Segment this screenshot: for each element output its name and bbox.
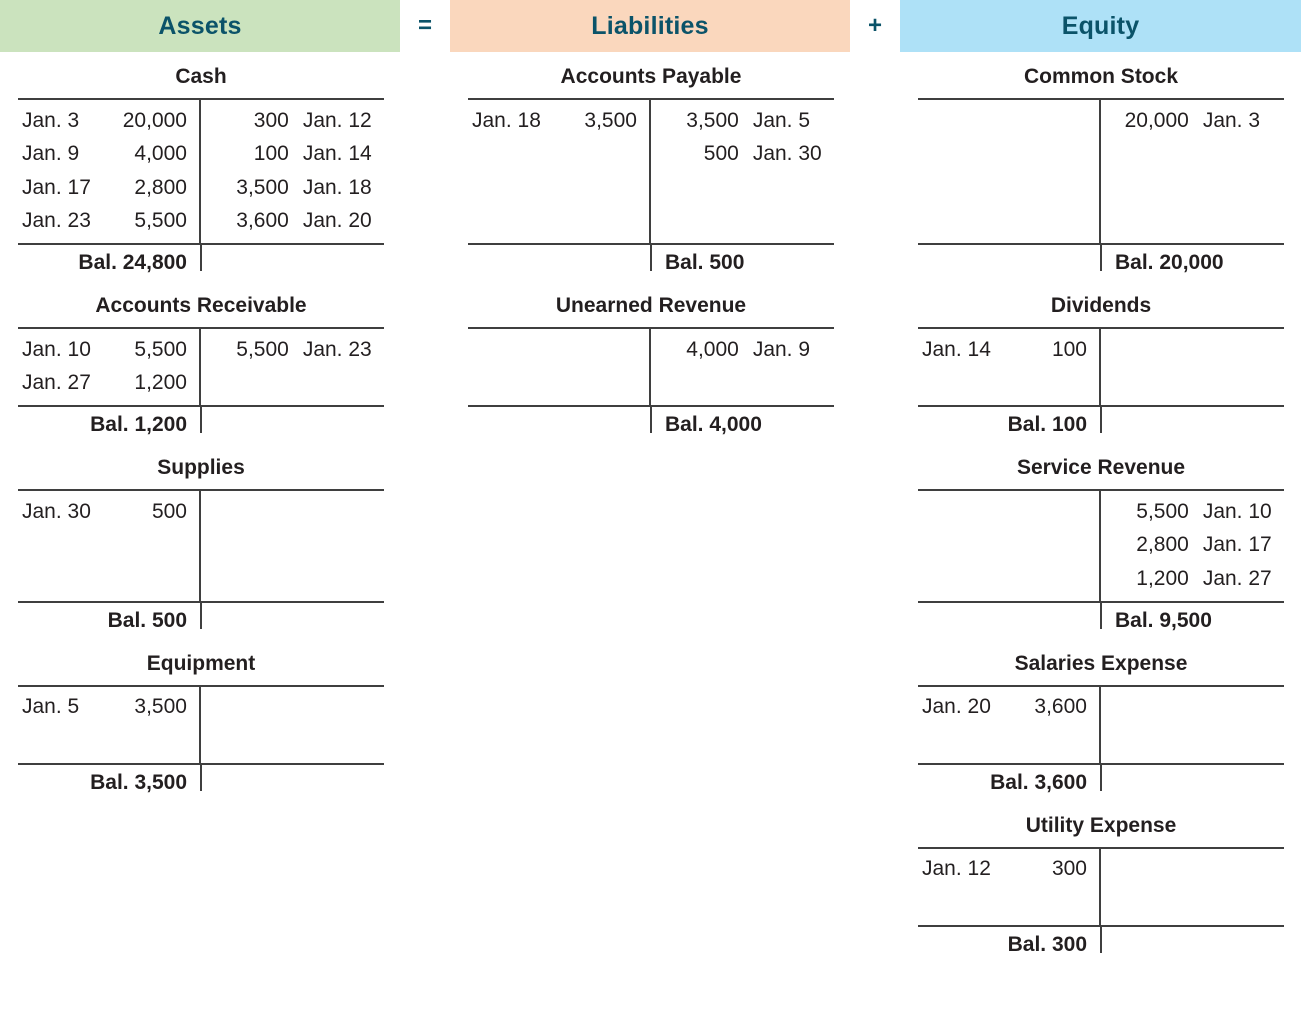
entry-amount: 4,000	[686, 337, 739, 361]
t-account-balance-row	[918, 765, 1284, 801]
t-account-box	[918, 98, 1284, 245]
t-account-balance-row	[468, 245, 834, 281]
entry-row	[1101, 529, 1284, 563]
entry-date: Jan. 5	[22, 695, 80, 719]
entry-row	[201, 333, 384, 367]
entry-date: Jan. 10	[1202, 499, 1272, 523]
header-liabilities-label: Liabilities	[591, 11, 709, 40]
credit-side	[1101, 329, 1284, 405]
entry-amount: 300	[253, 108, 289, 132]
entry-date: Jan. 17	[1202, 533, 1272, 557]
balance-debit: Bal. 3,600	[990, 770, 1087, 794]
t-account-divider-stub	[1100, 603, 1102, 629]
entry-row	[1101, 495, 1284, 529]
entry-date: Jan. 30	[752, 142, 822, 166]
t-account	[18, 281, 384, 443]
entry-row	[918, 691, 1099, 725]
t-account-balance-row	[18, 407, 384, 443]
debit-side	[18, 491, 201, 601]
entry-date: Jan. 12	[302, 108, 372, 132]
debit-side	[18, 329, 201, 405]
t-account-title: Supplies	[157, 456, 245, 479]
t-account-title: Common Stock	[1023, 65, 1178, 88]
credit-side	[1101, 687, 1284, 763]
credit-side	[201, 687, 384, 763]
entry-amount: 3,600	[1034, 695, 1087, 719]
entry-date: Jan. 20	[302, 209, 372, 233]
t-account	[18, 639, 384, 801]
column-equity	[918, 52, 1284, 963]
entry-row	[1101, 104, 1284, 138]
entry-date: Jan. 10	[22, 337, 91, 361]
entry-amount: 1,200	[1136, 566, 1189, 590]
credit-side	[1101, 491, 1284, 601]
t-account-title: Cash	[175, 65, 227, 88]
credit-side	[651, 329, 834, 405]
entry-amount: 3,500	[584, 108, 637, 132]
entry-row	[201, 138, 384, 172]
entry-amount: 5,500	[236, 337, 289, 361]
debit-side	[468, 100, 651, 243]
credit-side	[1101, 849, 1284, 925]
entry-amount: 3,500	[686, 108, 739, 132]
entry-amount: 100	[1051, 337, 1087, 361]
entry-amount: 500	[703, 142, 739, 166]
entry-amount: 5,500	[134, 209, 187, 233]
t-account-title: Salaries Expense	[1014, 651, 1188, 675]
entry-date: Jan. 3	[1202, 108, 1261, 132]
debit-side	[918, 849, 1101, 925]
balance-credit: Bal. 500	[665, 251, 745, 274]
debit-side	[918, 687, 1101, 763]
entry-amount: 1,200	[134, 371, 187, 395]
entry-row	[651, 104, 834, 138]
header-assets	[0, 0, 400, 52]
t-account-balance-row	[18, 765, 384, 801]
accounting-equation-header	[0, 0, 1301, 52]
t-account-box	[18, 489, 384, 603]
t-account-box	[918, 847, 1284, 927]
t-account-box	[18, 685, 384, 765]
header-assets-label: Assets	[158, 11, 242, 40]
entry-amount: 2,800	[1136, 533, 1189, 557]
balance-debit: Bal. 1,200	[90, 413, 187, 436]
t-account-title: Accounts Payable	[560, 65, 742, 88]
entry-amount: 300	[1051, 857, 1087, 881]
t-account-title: Dividends	[1050, 294, 1152, 317]
entry-row	[18, 691, 199, 725]
t-account	[468, 281, 834, 443]
t-account-box	[18, 98, 384, 245]
entry-row	[1101, 562, 1284, 596]
plus-operator-label: +	[867, 12, 882, 39]
header-liabilities	[450, 0, 850, 52]
t-account-divider-stub	[650, 245, 652, 271]
entry-row	[651, 333, 834, 367]
entry-row	[18, 104, 199, 138]
t-account-balance-row	[918, 603, 1284, 639]
entry-amount: 500	[151, 499, 187, 523]
header-equity-label: Equity	[1061, 11, 1140, 40]
balance-credit: Bal. 20,000	[1115, 251, 1224, 274]
entry-date: Jan. 14	[302, 142, 372, 166]
t-account-divider-stub	[1100, 765, 1102, 791]
t-account-title: Unearned Revenue	[555, 294, 747, 317]
entry-amount: 5,500	[134, 337, 187, 361]
entry-amount: 20,000	[122, 108, 187, 132]
entry-date: Jan. 20	[922, 695, 991, 719]
balance-debit: Bal. 3,500	[90, 770, 187, 794]
debit-side	[18, 687, 201, 763]
t-account-box	[18, 327, 384, 407]
t-account-divider-stub	[1100, 407, 1102, 433]
credit-side	[201, 491, 384, 601]
t-account	[918, 443, 1284, 639]
entry-date: Jan. 30	[22, 499, 91, 523]
entry-amount: 5,500	[1136, 499, 1189, 523]
t-account	[18, 443, 384, 639]
equals-operator	[400, 0, 450, 52]
entry-amount: 4,000	[134, 142, 187, 166]
entry-row	[918, 853, 1099, 887]
entry-amount: 2,800	[134, 175, 187, 199]
t-account	[918, 801, 1284, 963]
entry-date: Jan. 17	[22, 175, 91, 199]
entry-row	[18, 367, 199, 401]
entry-row	[651, 138, 834, 172]
t-account-divider-stub	[1100, 245, 1102, 271]
balance-credit: Bal. 4,000	[665, 413, 762, 436]
entry-row	[201, 171, 384, 205]
entry-date: Jan. 27	[22, 371, 91, 395]
t-account-divider-stub	[650, 407, 652, 433]
entry-date: Jan. 14	[922, 337, 991, 361]
entry-row	[918, 333, 1099, 367]
entry-amount: 3,500	[134, 695, 187, 719]
debit-side	[18, 100, 201, 243]
entry-row	[201, 104, 384, 138]
t-account	[918, 639, 1284, 801]
t-account-balance-row	[918, 407, 1284, 443]
t-account-box	[468, 98, 834, 245]
entry-amount: 100	[253, 142, 289, 166]
entry-date: Jan. 27	[1202, 566, 1272, 590]
entry-date: Jan. 9	[22, 142, 80, 166]
entry-date: Jan. 23	[22, 209, 91, 233]
header-equity	[900, 0, 1301, 52]
t-account-balance-row	[18, 603, 384, 639]
column-assets	[18, 52, 384, 801]
entry-row	[18, 171, 199, 205]
t-account-divider-stub	[200, 765, 202, 791]
t-account	[468, 52, 834, 281]
balance-debit: Bal. 100	[1007, 413, 1087, 436]
balance-debit: Bal. 300	[1007, 932, 1087, 956]
entry-date: Jan. 18	[302, 175, 372, 199]
t-account	[918, 281, 1284, 443]
entry-amount: 20,000	[1124, 108, 1189, 132]
t-account-box	[918, 685, 1284, 765]
credit-side	[651, 100, 834, 243]
debit-side	[918, 491, 1101, 601]
entry-row	[18, 205, 199, 239]
equals-operator-label: =	[417, 12, 432, 39]
t-account	[918, 52, 1284, 281]
debit-side	[468, 329, 651, 405]
entry-row	[18, 138, 199, 172]
credit-side	[1101, 100, 1284, 243]
debit-side	[918, 100, 1101, 243]
t-account-balance-row	[918, 245, 1284, 281]
plus-operator	[850, 0, 900, 52]
entry-amount: 3,600	[236, 209, 289, 233]
entry-amount: 3,500	[236, 175, 289, 199]
t-account-divider-stub	[200, 603, 202, 629]
column-liabilities	[468, 52, 834, 443]
balance-debit: Bal. 24,800	[78, 251, 187, 274]
entry-date: Jan. 12	[922, 857, 991, 881]
t-account-box	[918, 327, 1284, 407]
t-account-title: Service Revenue	[1016, 456, 1186, 479]
entry-date: Jan. 5	[752, 108, 811, 132]
t-account	[18, 52, 384, 281]
entry-date: Jan. 3	[22, 108, 80, 132]
entry-row	[18, 333, 199, 367]
entry-date: Jan. 18	[472, 108, 541, 132]
credit-side	[201, 329, 384, 405]
t-account-title: Accounts Receivable	[95, 294, 307, 317]
t-account-divider-stub	[1100, 927, 1102, 953]
balance-debit: Bal. 500	[107, 608, 187, 632]
balance-credit: Bal. 9,500	[1115, 608, 1212, 632]
t-account-box	[468, 327, 834, 407]
t-account-title: Utility Expense	[1025, 813, 1177, 837]
t-account-balance-row	[918, 927, 1284, 963]
t-account-balance-row	[18, 245, 384, 281]
t-account-box	[918, 489, 1284, 603]
entry-date: Jan. 23	[302, 337, 372, 361]
entry-row	[468, 104, 649, 138]
t-account-divider-stub	[200, 407, 202, 433]
t-account-title: Equipment	[146, 651, 256, 675]
entry-row	[201, 205, 384, 239]
entry-date: Jan. 9	[752, 337, 811, 361]
t-account-balance-row	[468, 407, 834, 443]
credit-side	[201, 100, 384, 243]
entry-row	[18, 495, 199, 529]
t-account-divider-stub	[200, 245, 202, 271]
debit-side	[918, 329, 1101, 405]
